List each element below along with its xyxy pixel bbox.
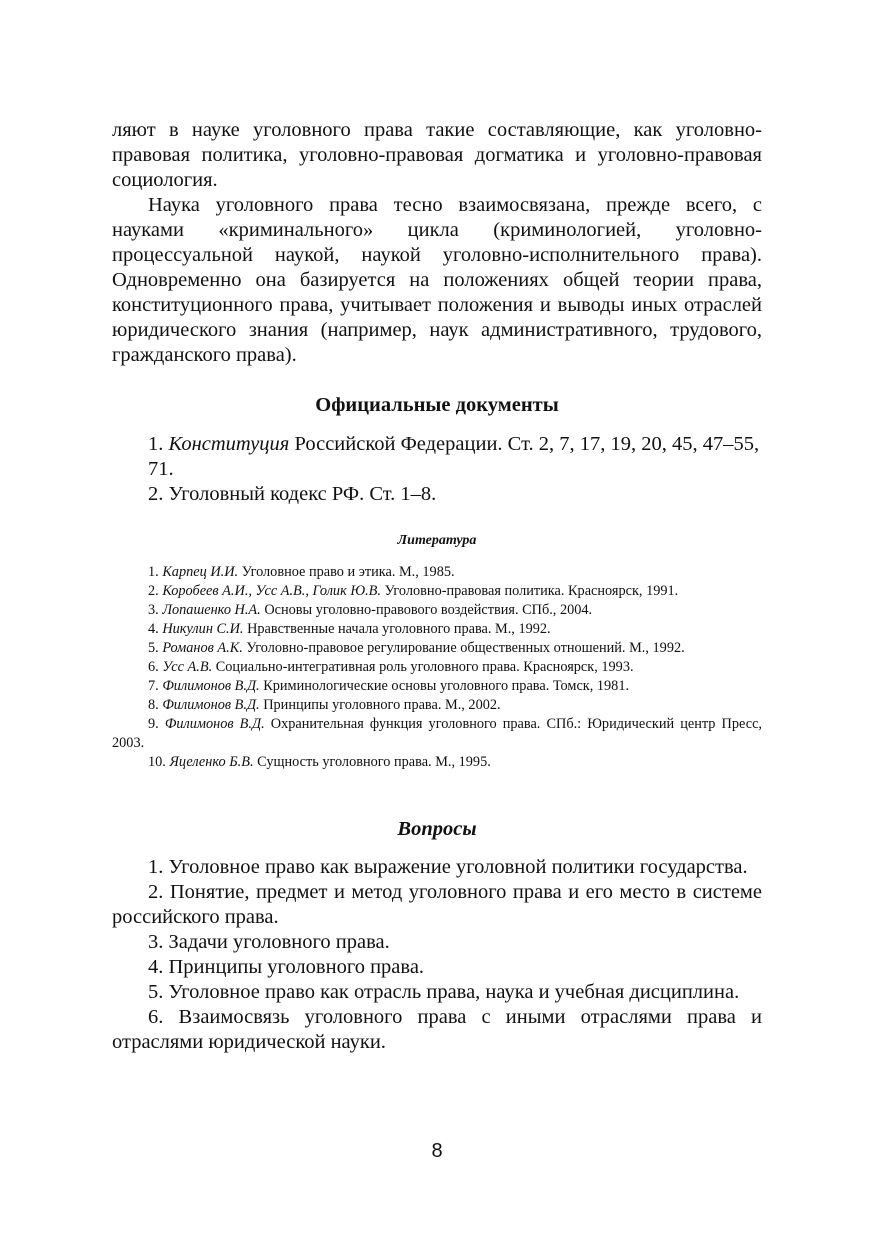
item-number: 9. [148, 716, 159, 732]
literature-author: Романов А.К. [162, 640, 243, 656]
paragraph-continuation: ляют в науке уголовного права такие составляющие, как уголовно-правовая политика, уголовно-правовая догматика и уголовно-правовая социология. [112, 119, 762, 191]
body-text [112, 118, 762, 368]
document-text: Российской Федерации. Ст. 2, 7, 17, 19, 20, 45, 47–55, 71. [148, 433, 760, 480]
page-number: 8 [431, 1140, 443, 1162]
literature-item [112, 677, 762, 696]
item-number: 4. [148, 621, 159, 637]
official-documents-heading: Официальные документы [315, 394, 559, 416]
literature-text: Сущность уголовного права. М., 1995. [257, 754, 491, 770]
item-number: 6. [148, 659, 159, 675]
literature-list [112, 563, 762, 772]
official-documents-list [148, 432, 762, 507]
item-number: 5. [148, 640, 159, 656]
literature-item [112, 753, 762, 772]
item-number: 1. [148, 564, 159, 580]
literature-text: Охранительная функция уголовного права. СПб.: Юридический центр Пресс, 2003. [112, 716, 762, 751]
item-number: 1. [148, 433, 164, 455]
literature-text: Социально-интегративная роль уголовного права. Красноярск, 1993. [215, 659, 634, 675]
literature-author: Филимонов В.Д. [162, 678, 260, 694]
literature-heading: Литература [397, 533, 477, 548]
literature-text: Нравственные начала уголовного права. М., 1992. [247, 621, 551, 637]
official-document-item [148, 432, 762, 482]
literature-author: Яцеленко Б.В. [169, 754, 254, 770]
question-item: 2. Понятие, предмет и метод уголовного права и его место в системе российского права. [112, 881, 762, 928]
literature-text: Уголовно-правовая политика. Красноярск, 1991. [384, 583, 679, 599]
literature-text: Уголовное право и этика. М., 1985. [241, 564, 455, 580]
literature-item [112, 715, 762, 753]
literature-author: Коробеев А.И., Усс А.В., Голик Ю.В. [162, 583, 381, 599]
literature-author: Никулин С.И. [162, 621, 244, 637]
question-item: 3. Задачи уголовного права. [148, 931, 390, 953]
literature-item [112, 601, 762, 620]
question-item: 4. Принципы уголовного права. [148, 956, 425, 978]
question-item: 1. Уголовное право как выражение уголовной политики государства. [148, 856, 748, 878]
literature-text: Уголовно-правовое регулирование общественных отношений. М., 1992. [246, 640, 685, 656]
literature-author: Усс А.В. [162, 659, 213, 675]
literature-item [112, 696, 762, 715]
paragraph-related-sciences: Наука уголовного права тесно взаимосвязана, прежде всего, с науками «криминального» цикла (криминологией, уголовно-процессуальной наукой, наукой уголовно-исполнительного права). Одновременно она базируется на положениях общей теории права, конституционного права, учитывает положения и выводы иных отраслей юридического знания (например, наук административного, трудового, гражданского права). [112, 194, 762, 366]
literature-item [112, 658, 762, 677]
literature-author: Карпец И.И. [162, 564, 239, 580]
question-item: 5. Уголовное право как отрасль права, наука и учебная дисциплина. [148, 981, 740, 1003]
questions-heading: Вопросы [397, 818, 477, 840]
questions-list [112, 855, 762, 1055]
literature-author: Филимонов В.Д. [164, 716, 265, 732]
document-text: Уголовный кодекс РФ. Ст. 1–8. [168, 483, 437, 505]
literature-text: Криминологические основы уголовного права. Томск, 1981. [263, 678, 630, 694]
literature-item [112, 620, 762, 639]
official-document-item [148, 482, 762, 507]
literature-author: Лопашенко Н.А. [162, 602, 261, 618]
literature-item [112, 639, 762, 658]
literature-item [112, 582, 762, 601]
question-item: 6. Взаимосвязь уголовного права с иными отраслями права и отраслями юридической науки. [112, 1006, 762, 1053]
document-title: Конституция [168, 433, 290, 455]
literature-text: Основы уголовно-правового воздействия. СПб., 2004. [264, 602, 593, 618]
item-number: 2. [148, 483, 164, 505]
literature-text: Принципы уголовного права. М., 2002. [263, 697, 501, 713]
literature-item [112, 563, 762, 582]
item-number: 8. [148, 697, 159, 713]
item-number: 3. [148, 602, 159, 618]
item-number: 7. [148, 678, 159, 694]
literature-author: Филимонов В.Д. [162, 697, 260, 713]
item-number: 10. [148, 754, 166, 770]
item-number: 2. [148, 583, 159, 599]
